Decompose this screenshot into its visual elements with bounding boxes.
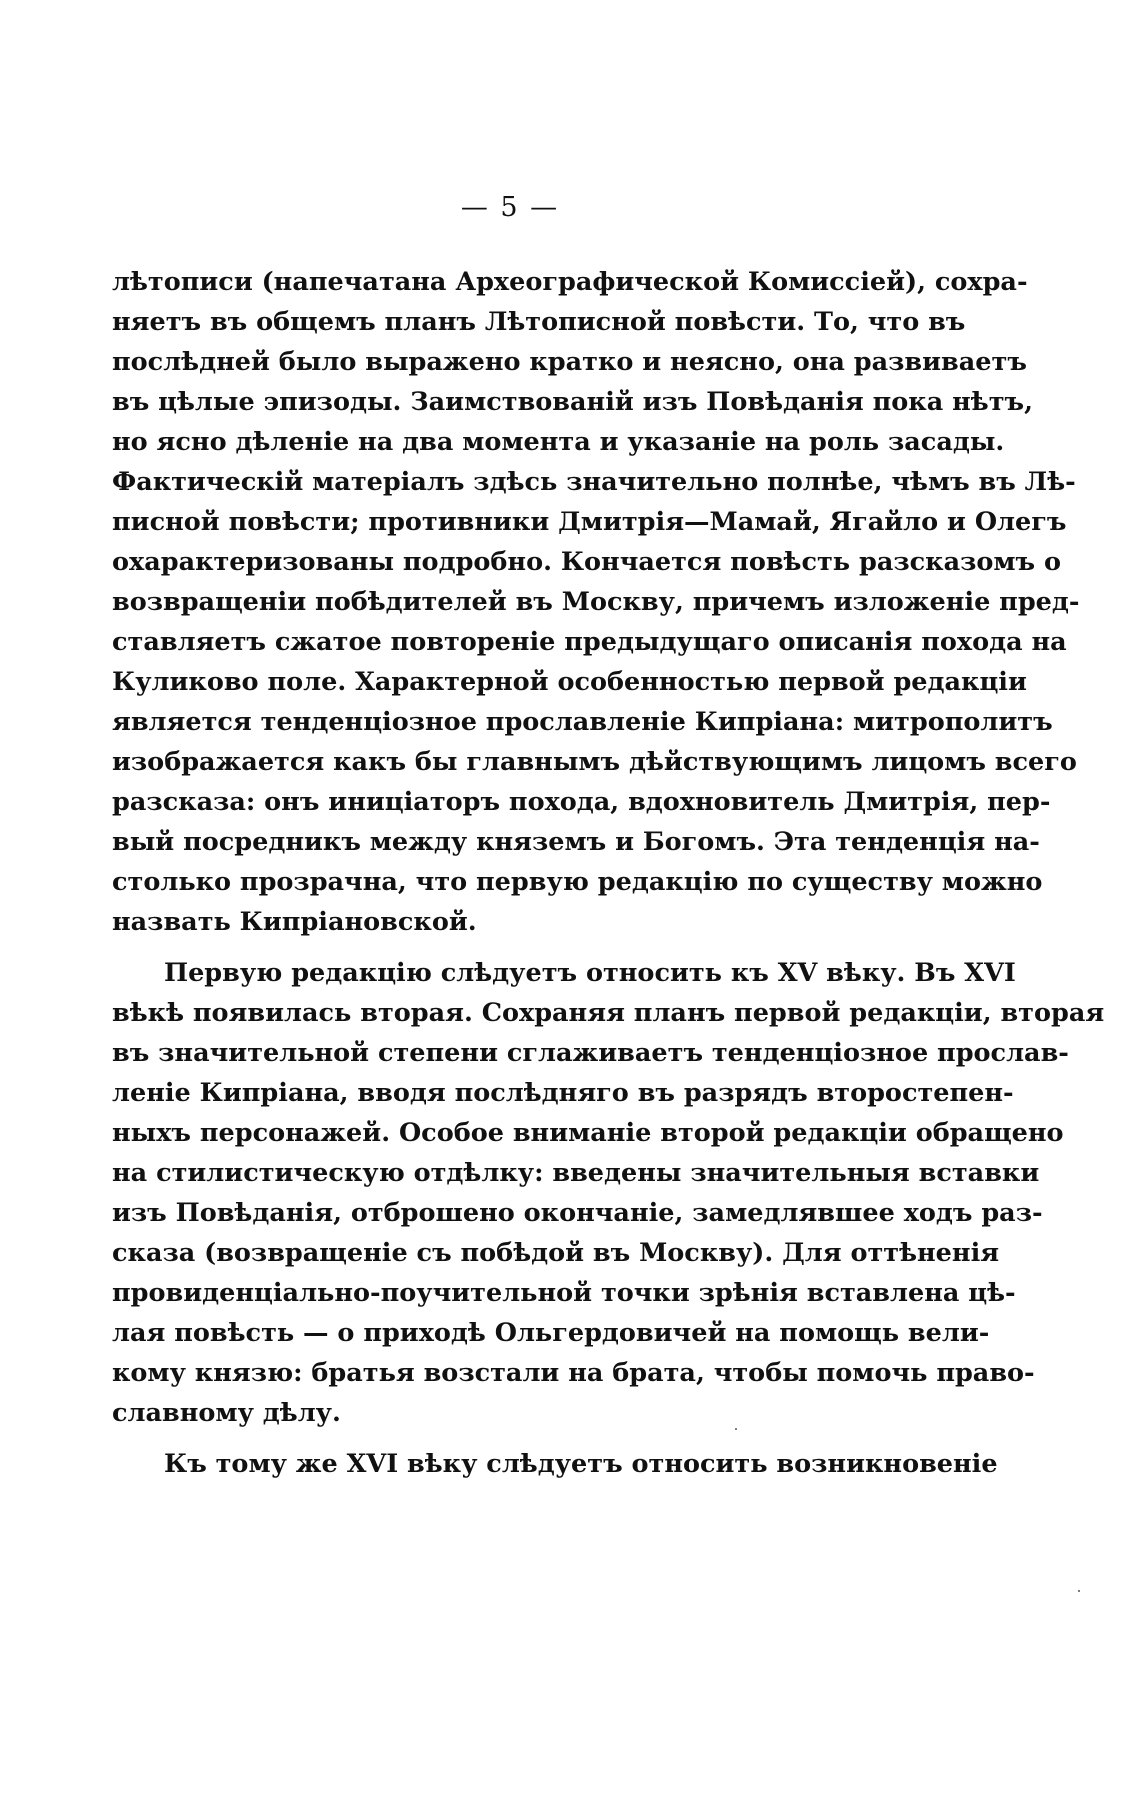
paragraph-gap — [112, 942, 850, 953]
text-line: разсказа: онъ иниціаторъ похода, вдохновитель Дмитрія, пер- — [112, 787, 1051, 817]
print-speck — [1078, 1590, 1080, 1592]
text-line: назвать Кипріановской. — [112, 907, 477, 937]
text-line: на стилистическую отдѣлку: введены значительныя вставки — [112, 1158, 1040, 1188]
paragraph-gap — [112, 1433, 850, 1444]
text-line: лѣтописи (напечатана Археографической Комиссіей), сохра- — [112, 267, 1028, 297]
text-line: послѣдней было выражено кратко и неясно, она развиваетъ — [112, 347, 1027, 377]
paragraph-2 — [112, 953, 1105, 1433]
text-line: изъ Повѣданія, отброшено окончаніе, замедлявшее ходъ раз- — [112, 1198, 1043, 1228]
text-line: писной повѣсти; противники Дмитрія—Мамай, Ягайло и Олегъ — [112, 507, 1067, 537]
paragraph-1 — [112, 262, 1080, 942]
text-line: въ цѣлые эпизоды. Заимствованій изъ Повѣданія пока нѣтъ, — [112, 387, 1033, 417]
text-line: изображается какъ бы главнымъ дѣйствующимъ лицомъ всего — [112, 747, 1077, 777]
text-line: няетъ въ общемъ планъ Лѣтописной повѣсти. То, что въ — [112, 307, 966, 337]
text-line: но ясно дѣленіе на два момента и указаніе на роль засады. — [112, 427, 1005, 457]
text-line: столько прозрачна, что первую редакцію по существу можно — [112, 867, 1043, 897]
text-line: вѣкѣ появилась вторая. Сохраняя планъ первой редакціи, вторая — [112, 998, 1105, 1028]
text-line: возвращеніи побѣдителей въ Москву, причемъ изложеніе пред- — [112, 587, 1080, 617]
page-number: — 5 — — [460, 192, 560, 223]
text-line: кому князю: братья возстали на брата, чтобы помочь право- — [112, 1358, 1035, 1388]
text-line: провиденціально-поучительной точки зрѣнія вставлена цѣ- — [112, 1278, 1016, 1308]
text-line: охарактеризованы подробно. Кончается повѣсть разсказомъ о — [112, 547, 1061, 577]
text-line: леніе Кипріана, вводя послѣдняго въ разрядъ второстепен- — [112, 1078, 1014, 1108]
text-line: Къ тому же XVI вѣку слѣдуетъ относить возникновеніе — [164, 1449, 998, 1479]
text-line: является тенденціозное прославленіе Кипріана: митрополитъ — [112, 707, 1053, 737]
text-line: Первую редакцію слѣдуетъ относить къ XV вѣку. Въ XVI — [164, 958, 1016, 988]
text-line: Куликово поле. Характерной особенностью первой редакціи — [112, 667, 1027, 697]
body-text — [112, 262, 1105, 1484]
text-line: ныхъ персонажей. Особое вниманіе второй редакціи обращено — [112, 1118, 1064, 1148]
text-line: ставляетъ сжатое повтореніе предыдущаго описанія похода на — [112, 627, 1067, 657]
text-line: вый посредникъ между княземъ и Богомъ. Эта тенденція на- — [112, 827, 1040, 857]
paragraph-3 — [112, 1444, 998, 1484]
text-line: Фактическій матеріалъ здѣсь значительно полнѣе, чѣмъ въ Лѣ- — [112, 467, 1076, 497]
text-line: сказа (возвращеніе съ побѣдой въ Москву). Для оттѣненія — [112, 1238, 1000, 1268]
text-line: лая повѣсть — о приходѣ Ольгердовичей на помощь вели- — [112, 1318, 990, 1348]
print-speck — [735, 1428, 737, 1430]
text-line: въ значительной степени сглаживаетъ тенденціозное прослав- — [112, 1038, 1069, 1068]
text-line: славному дѣлу. — [112, 1398, 341, 1428]
